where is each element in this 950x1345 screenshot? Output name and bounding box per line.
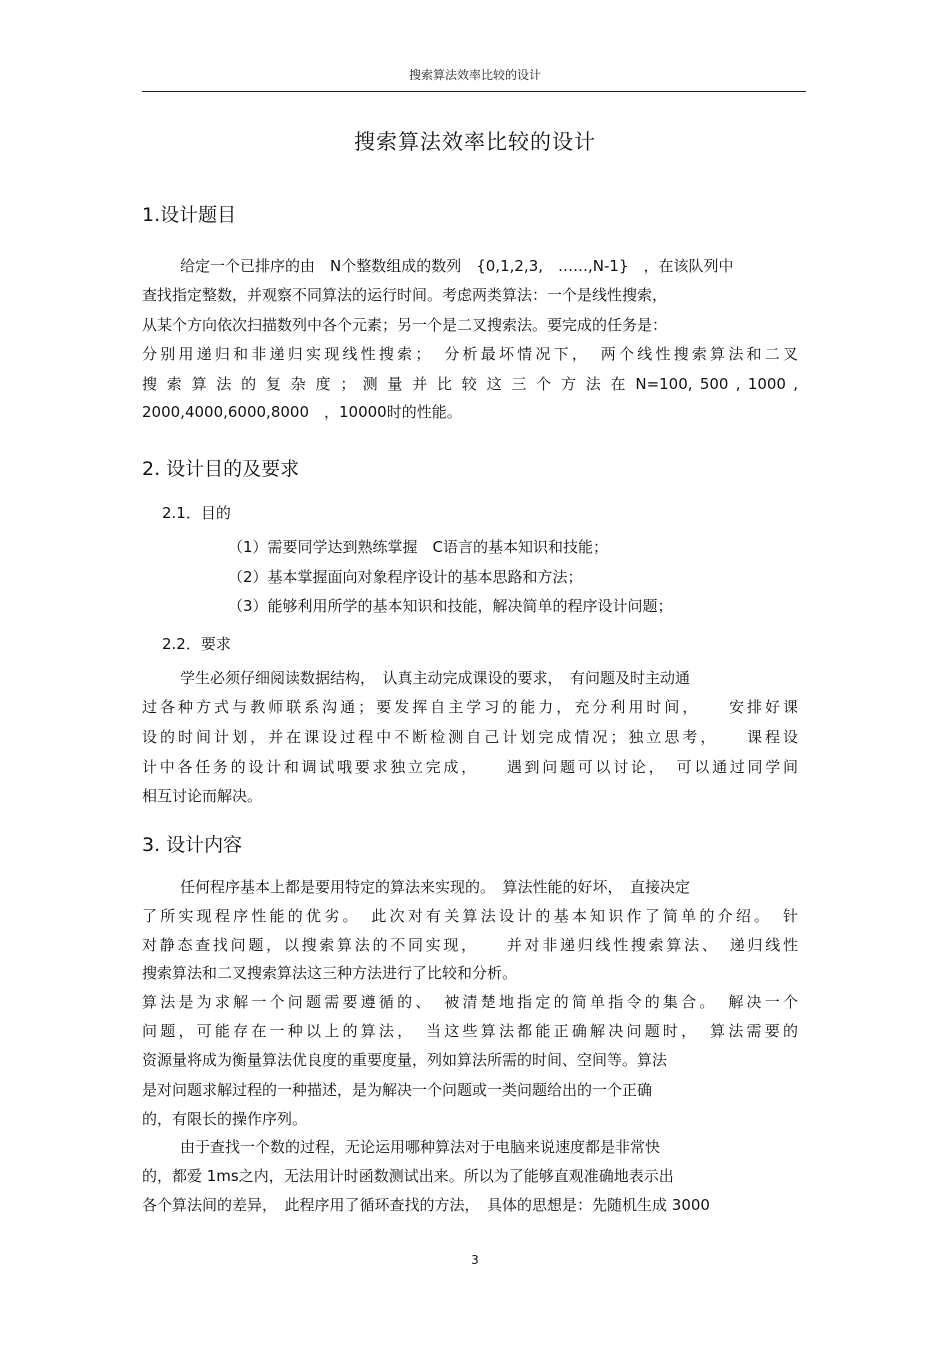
paragraph-line: 的，有限长的操作序列。 [142,1110,308,1128]
paragraph-line: 由于查找一个数的过程，无论运用哪种算法对于电脑来说速度都是非常快 [180,1138,661,1156]
subsection-2-2-heading: 2.2．要求 [162,635,231,653]
paragraph-line: 搜 索 算 法 的 复 杂 度 ； 测 量 并 比 较 这 三 个 方 法 在 N=100, 500 , 1000 , [142,375,798,393]
paragraph-line: 对静态查找问题，以搜索算法的不同实现， 并对非递归线性搜索算法、 递归线性 [142,936,798,954]
list-item: （3）能够利用所学的基本知识和技能，解决简单的程序设计问题； [228,597,673,615]
paragraph-line: 过各种方式与教师联系沟通；要发挥自主学习的能力，充分利用时间， 安排好课 [142,698,798,716]
section-3-heading: 3. 设计内容 [142,834,243,856]
running-header: 搜索算法效率比较的设计 [408,68,541,82]
paragraph-line: 2000,4000,6000,8000 ，10000时的性能。 [142,403,462,421]
paragraph-line: 从某个方向依次扫描数列中各个元素；另一个是二叉搜索法。要完成的任务是： [142,316,668,334]
paragraph-line: 设的时间计划，并在课设过程中不断检测自己计划完成情况；独立思考， 课程设 [142,728,798,746]
header-rule [142,91,806,92]
section-2-heading: 2. 设计目的及要求 [142,458,300,480]
subsection-2-1-heading: 2.1．目的 [162,504,231,522]
paragraph-line: 计中各任务的设计和调试哦要求独立完成， 遇到问题可以讨论， 可以通过同学间 [142,758,798,776]
paragraph-line: 了所实现程序性能的优劣。 此次对有关算法设计的基本知识作了简单的介绍。 针 [142,907,798,925]
section-1-heading: 1.设计题目 [142,204,237,226]
list-item: （1）需要同学达到熟练掌握 C语言的基本知识和技能； [228,538,609,556]
paragraph-line: 相互讨论而解决。 [142,787,263,805]
paragraph-line: 给定一个已排序的由 N个整数组成的数列 {0,1,2,3, ……,N-1} ，在该队列中 [180,257,734,275]
paragraph-line: 资源量将成为衡量算法优良度的重要度量，列如算法所需的时间、空间等。算法 [142,1051,668,1069]
paragraph-line: 问题，可能存在一种以上的算法， 当这些算法都能正确解决问题时， 算法需要的 [142,1022,798,1040]
paragraph-line: 查找指定整数，并观察不同算法的运行时间。考虑两类算法：一个是线性搜索， [142,286,668,304]
paragraph-line: 学生必须仔细阅读数据结构， 认真主动完成课设的要求， 有问题及时主动通 [180,669,691,687]
paragraph-line: 的，都爱 1ms之内，无法用计时函数测试出来。所以为了能够直观准确地表示出 [142,1167,674,1185]
paragraph-line: 算法是为求解一个问题需要遵循的、 被清楚地指定的简单指令的集合。 解决一个 [142,993,798,1011]
paragraph-line: 搜索算法和二叉搜索算法这三种方法进行了比较和分析。 [142,964,518,982]
paragraph-line: 是对问题求解过程的一种描述，是为解决一个问题或一类问题给出的一个正确 [142,1081,653,1099]
list-item: （2）基本掌握面向对象程序设计的基本思路和方法； [228,568,583,586]
paragraph-line: 分别用递归和非递归实现线性搜索； 分析最坏情况下， 两个线性搜索算法和二叉 [142,345,798,363]
document-title: 搜索算法效率比较的设计 [354,130,596,154]
page-number: 3 [471,1253,479,1267]
paragraph-line: 各个算法间的差异， 此程序用了循环查找的方法， 具体的思想是：先随机生成 3000 [142,1196,710,1214]
paragraph-line: 任何程序基本上都是要用特定的算法来实现的。 算法性能的好坏， 直接决定 [180,878,691,896]
